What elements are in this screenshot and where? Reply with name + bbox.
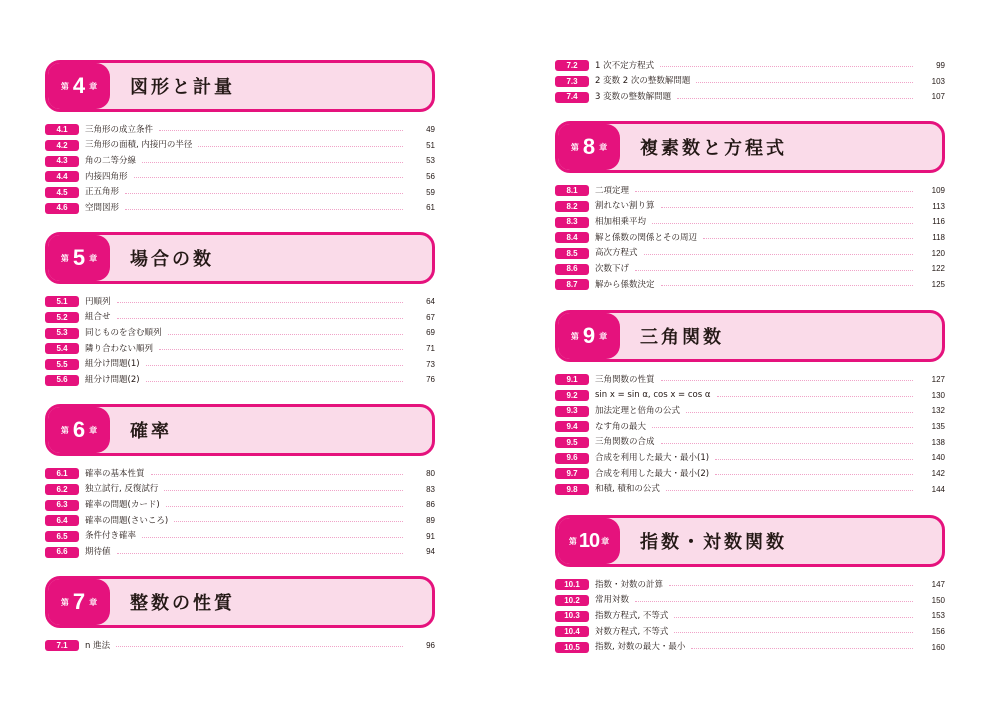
- chapter-prefix: 第: [570, 142, 579, 152]
- section-title: 対数方程式, 不等式: [595, 626, 669, 637]
- section-page-number: 144: [931, 484, 945, 494]
- section-title: 二項定理: [595, 185, 630, 196]
- chapter-badge: [48, 579, 110, 625]
- toc-section-8-3[interactable]: [555, 214, 945, 230]
- dotted-leader: [174, 521, 403, 522]
- dotted-leader: [635, 270, 913, 271]
- dotted-leader: [674, 632, 913, 633]
- dotted-leader: [635, 191, 913, 192]
- toc-section-7-2[interactable]: [555, 58, 945, 74]
- section-title: n 進法: [85, 640, 111, 651]
- section-title: 組分け問題(2): [85, 375, 140, 386]
- chapter-badge: [48, 235, 110, 281]
- section-title: 高次方程式: [595, 248, 638, 259]
- chapter-header-10[interactable]: [555, 515, 945, 567]
- chapter-title: 三角関数: [640, 327, 724, 348]
- dotted-leader: [134, 177, 403, 178]
- toc-section-9-1[interactable]: [555, 372, 945, 388]
- dotted-leader: [652, 223, 913, 224]
- section-page-number: 103: [931, 76, 945, 86]
- chapter-number: 7: [72, 589, 86, 614]
- toc-section-8-2[interactable]: [555, 199, 945, 215]
- section-title: 角の二等分線: [85, 155, 137, 166]
- section-list: [555, 58, 945, 105]
- section-title: 三角関数の性質: [595, 374, 655, 385]
- section-page-number: 76: [426, 375, 435, 385]
- section-title: 2 変数 2 次の整数解問題: [595, 76, 691, 87]
- toc-section-7-3[interactable]: [555, 74, 945, 90]
- section-page-number: 132: [931, 406, 945, 416]
- toc-section-5-6[interactable]: [45, 372, 435, 388]
- dotted-leader: [661, 207, 913, 208]
- dotted-leader: [691, 648, 913, 649]
- dotted-leader: [644, 254, 913, 255]
- dotted-leader: [117, 302, 403, 303]
- section-number-badge: 9.4: [555, 421, 589, 432]
- toc-section-10-3[interactable]: [555, 608, 945, 624]
- section-page-number: 125: [931, 279, 945, 289]
- section-page-number: 80: [426, 468, 435, 478]
- section-title: 解と係数の関係とその周辺: [595, 232, 698, 243]
- dotted-leader: [164, 490, 403, 491]
- dotted-leader: [660, 66, 913, 67]
- section-number-badge: 10.3: [555, 611, 589, 622]
- toc-section-4-5[interactable]: [45, 185, 435, 201]
- section-number-badge: 10.5: [555, 642, 589, 653]
- dotted-leader: [652, 427, 913, 428]
- dotted-leader: [717, 396, 914, 397]
- dotted-leader: [146, 381, 403, 382]
- section-title: 合成を利用した最大・最小(1): [595, 453, 710, 464]
- section-title: 組分け問題(1): [85, 359, 140, 370]
- section-page-number: 71: [426, 343, 435, 353]
- toc-section-8-7[interactable]: [555, 277, 945, 293]
- chapter-prefix: 第: [60, 425, 69, 435]
- chapter-title: 場合の数: [130, 249, 214, 270]
- section-page-number: 138: [931, 437, 945, 447]
- dotted-leader: [117, 318, 403, 319]
- section-title: 合成を利用した最大・最小(2): [595, 468, 710, 479]
- section-title: 確率の問題(カード): [85, 499, 160, 510]
- section-title: 指数, 対数の最大・最小: [595, 642, 686, 653]
- toc-section-6-1[interactable]: [45, 466, 435, 482]
- section-number-badge: 9.2: [555, 390, 589, 401]
- section-title: 指数方程式, 不等式: [595, 610, 669, 621]
- chapter-header-7[interactable]: [45, 576, 435, 628]
- toc-section-8-4[interactable]: [555, 230, 945, 246]
- section-page-number: 127: [931, 374, 945, 384]
- section-page-number: 116: [932, 217, 945, 227]
- section-page-number: 142: [931, 468, 945, 478]
- section-page-number: 61: [426, 203, 435, 213]
- section-number-badge: 8.5: [555, 248, 589, 259]
- dotted-leader: [666, 490, 913, 491]
- section-number-badge: 7.1: [45, 640, 79, 651]
- section-page-number: 89: [426, 515, 435, 525]
- section-list: [555, 372, 945, 498]
- section-title: 次数下げ: [595, 264, 630, 275]
- chapter-header-5[interactable]: [45, 232, 435, 284]
- chapter-badge: [558, 518, 620, 564]
- dotted-leader: [146, 365, 403, 366]
- section-list: [45, 466, 435, 560]
- section-number-badge: 4.3: [45, 156, 79, 167]
- section-page-number: 73: [426, 359, 435, 369]
- chapter-header-8[interactable]: [555, 121, 945, 173]
- section-page-number: 53: [426, 156, 435, 166]
- dotted-leader: [159, 349, 403, 350]
- toc-section-9-5[interactable]: [555, 435, 945, 451]
- dotted-leader: [674, 617, 913, 618]
- toc-section-10-1[interactable]: [555, 577, 945, 593]
- section-number-badge: 10.4: [555, 626, 589, 637]
- section-title: 加法定理と倍角の公式: [595, 405, 681, 416]
- section-page-number: 147: [931, 579, 945, 589]
- chapter-title: 図形と計量: [130, 77, 235, 98]
- chapter-number: 4: [72, 73, 86, 98]
- chapter-badge: [48, 407, 110, 453]
- toc-section-6-5[interactable]: [45, 529, 435, 545]
- dotted-leader: [661, 380, 913, 381]
- section-number-badge: 5.6: [45, 375, 79, 386]
- section-number-badge: 4.4: [45, 171, 79, 182]
- toc-section-4-2[interactable]: [45, 138, 435, 154]
- section-title: 確率の基本性質: [85, 468, 145, 479]
- section-title: 内接四角形: [85, 171, 128, 182]
- section-page-number: 91: [426, 531, 435, 541]
- chapter-prefix: 第: [570, 331, 579, 341]
- chapter-title: 整数の性質: [130, 593, 235, 614]
- section-page-number: 113: [932, 201, 945, 211]
- toc-section-8-6[interactable]: [555, 261, 945, 277]
- section-title: 解から係数決定: [595, 279, 655, 290]
- dotted-leader: [151, 474, 403, 475]
- chapter-number: 8: [582, 134, 596, 159]
- section-number-badge: 5.4: [45, 343, 79, 354]
- section-number-badge: 10.1: [555, 579, 589, 590]
- chapter-number: 6: [72, 417, 86, 442]
- section-title: 常用対数: [595, 595, 630, 606]
- section-page-number: 130: [931, 390, 945, 400]
- section-page-number: 51: [426, 140, 435, 150]
- section-number-badge: 8.7: [555, 279, 589, 290]
- chapter-suffix: 章: [599, 331, 608, 341]
- dotted-leader: [159, 130, 403, 131]
- section-list: [555, 183, 945, 293]
- section-title: 同じものを含む順列: [85, 327, 162, 338]
- dotted-leader: [715, 474, 913, 475]
- toc-section-7-1[interactable]: [45, 638, 435, 654]
- toc-section-9-4[interactable]: [555, 419, 945, 435]
- chapter-header-4[interactable]: [45, 60, 435, 112]
- section-number-badge: 6.3: [45, 500, 79, 511]
- section-page-number: 56: [426, 171, 435, 181]
- toc-section-5-1[interactable]: [45, 294, 435, 310]
- section-page-number: 109: [931, 185, 945, 195]
- section-page-number: 67: [426, 312, 435, 322]
- section-list: [45, 122, 435, 216]
- section-number-badge: 4.5: [45, 187, 79, 198]
- section-number-badge: 8.4: [555, 232, 589, 243]
- section-title: sin x = sin α, cos x = cos α: [595, 390, 711, 401]
- section-number-badge: 5.5: [45, 359, 79, 370]
- section-page-number: 64: [426, 296, 435, 306]
- section-number-badge: 9.8: [555, 484, 589, 495]
- section-title: 正五角形: [85, 187, 120, 198]
- toc-section-6-2[interactable]: [45, 482, 435, 498]
- section-title: 3 変数の整数解問題: [595, 91, 672, 102]
- toc-section-8-5[interactable]: [555, 246, 945, 262]
- dotted-leader: [686, 412, 913, 413]
- section-number-badge: 5.1: [45, 296, 79, 307]
- dotted-leader: [166, 506, 403, 507]
- dotted-leader: [198, 146, 403, 147]
- section-number-badge: 8.3: [555, 217, 589, 228]
- section-page-number: 118: [932, 232, 945, 242]
- toc-section-10-4[interactable]: [555, 624, 945, 640]
- dotted-leader: [635, 601, 913, 602]
- section-number-badge: 8.2: [555, 201, 589, 212]
- dotted-leader: [142, 537, 403, 538]
- chapter-suffix: 章: [89, 81, 98, 91]
- dotted-leader: [142, 162, 403, 163]
- section-title: 確率の問題(さいころ): [85, 515, 169, 526]
- dotted-leader: [677, 98, 913, 99]
- chapter-header-6[interactable]: [45, 404, 435, 456]
- section-list: [45, 294, 435, 388]
- toc-section-5-3[interactable]: [45, 325, 435, 341]
- toc-section-9-6[interactable]: [555, 450, 945, 466]
- section-page-number: 59: [426, 187, 435, 197]
- section-number-badge: 5.2: [45, 312, 79, 323]
- section-number-badge: 9.6: [555, 453, 589, 464]
- section-title: 和積, 積和の公式: [595, 484, 660, 495]
- section-number-badge: 9.3: [555, 406, 589, 417]
- chapter-header-9[interactable]: [555, 310, 945, 362]
- toc-section-9-8[interactable]: [555, 482, 945, 498]
- dotted-leader: [715, 459, 913, 460]
- toc-section-6-3[interactable]: [45, 497, 435, 513]
- section-number-badge: 9.5: [555, 437, 589, 448]
- section-number-badge: 6.1: [45, 468, 79, 479]
- section-number-badge: 6.4: [45, 515, 79, 526]
- section-title: 独立試行, 反復試行: [85, 484, 159, 495]
- section-page-number: 160: [931, 642, 945, 652]
- section-number-badge: 8.6: [555, 264, 589, 275]
- toc-section-9-2[interactable]: [555, 388, 945, 404]
- toc-section-4-4[interactable]: [45, 169, 435, 185]
- section-page-number: 86: [426, 500, 435, 510]
- dotted-leader: [696, 82, 913, 83]
- section-list: [45, 638, 435, 654]
- chapter-suffix: 章: [599, 142, 608, 152]
- section-title: 期待値: [85, 547, 111, 558]
- chapter-number: 5: [72, 245, 86, 270]
- section-title: 三角形の成立条件: [85, 124, 154, 135]
- section-page-number: 120: [931, 248, 945, 258]
- section-page-number: 140: [931, 453, 945, 463]
- section-page-number: 135: [931, 421, 945, 431]
- dotted-leader: [125, 209, 403, 210]
- section-page-number: 150: [931, 595, 945, 605]
- chapter-suffix: 章: [89, 597, 98, 607]
- section-number-badge: 7.4: [555, 92, 589, 103]
- section-page-number: 156: [931, 626, 945, 636]
- section-page-number: 96: [426, 640, 435, 650]
- toc-section-5-5[interactable]: [45, 357, 435, 373]
- toc-section-9-3[interactable]: [555, 403, 945, 419]
- section-title: なす角の最大: [595, 421, 647, 432]
- chapter-number: 9: [582, 323, 596, 348]
- section-number-badge: 5.3: [45, 328, 79, 339]
- chapter-title: 複素数と方程式: [640, 138, 787, 159]
- section-page-number: 153: [931, 611, 945, 621]
- section-title: 割れない割り算: [595, 201, 655, 212]
- chapter-title: 指数・対数関数: [640, 532, 787, 553]
- toc-section-5-2[interactable]: [45, 310, 435, 326]
- chapter-suffix: 章: [601, 536, 610, 546]
- dotted-leader: [117, 553, 403, 554]
- chapter-suffix: 章: [89, 253, 98, 263]
- section-title: 組合せ: [85, 312, 111, 323]
- section-list: [555, 577, 945, 655]
- toc-section-6-6[interactable]: [45, 544, 435, 560]
- section-title: 空間図形: [85, 203, 120, 214]
- section-title: 三角形の面積, 内接円の半径: [85, 140, 193, 151]
- dotted-leader: [168, 334, 403, 335]
- chapter-prefix: 第: [60, 81, 69, 91]
- section-number-badge: 9.1: [555, 374, 589, 385]
- section-page-number: 107: [931, 92, 945, 102]
- dotted-leader: [116, 646, 403, 647]
- toc-section-4-6[interactable]: [45, 200, 435, 216]
- section-number-badge: 9.7: [555, 468, 589, 479]
- toc-section-7-4[interactable]: [555, 89, 945, 105]
- section-number-badge: 4.2: [45, 140, 79, 151]
- section-page-number: 122: [931, 264, 945, 274]
- dotted-leader: [661, 285, 913, 286]
- chapter-badge: [558, 313, 620, 359]
- section-title: 隣り合わない順列: [85, 343, 154, 354]
- chapter-suffix: 章: [89, 425, 98, 435]
- section-number-badge: 7.3: [555, 76, 589, 87]
- toc-section-9-7[interactable]: [555, 466, 945, 482]
- section-title: 条件付き確率: [85, 531, 137, 542]
- section-page-number: 83: [426, 484, 435, 494]
- section-number-badge: 8.1: [555, 185, 589, 196]
- section-title: 指数・対数の計算: [595, 579, 664, 590]
- section-page-number: 99: [936, 60, 945, 70]
- chapter-prefix: 第: [60, 253, 69, 263]
- chapter-badge: [48, 63, 110, 109]
- toc-section-4-3[interactable]: [45, 153, 435, 169]
- section-number-badge: 7.2: [555, 60, 589, 71]
- toc-section-8-1[interactable]: [555, 183, 945, 199]
- section-title: 円順列: [85, 296, 111, 307]
- section-number-badge: 6.2: [45, 484, 79, 495]
- section-number-badge: 6.5: [45, 531, 79, 542]
- section-number-badge: 10.2: [555, 595, 589, 606]
- section-title: 1 次不定方程式: [595, 60, 655, 71]
- chapter-prefix: 第: [568, 536, 577, 546]
- toc-section-10-5[interactable]: [555, 640, 945, 656]
- section-page-number: 94: [426, 547, 435, 557]
- section-number-badge: 6.6: [45, 547, 79, 558]
- toc-section-4-1[interactable]: [45, 122, 435, 138]
- dotted-leader: [125, 193, 403, 194]
- section-page-number: 69: [426, 328, 435, 338]
- dotted-leader: [661, 443, 913, 444]
- chapter-prefix: 第: [60, 597, 69, 607]
- section-page-number: 49: [426, 124, 435, 134]
- chapter-title: 確率: [130, 421, 172, 442]
- section-title: 三角関数の合成: [595, 437, 655, 448]
- chapter-number: 10: [578, 529, 600, 552]
- section-number-badge: 4.6: [45, 203, 79, 214]
- toc-section-6-4[interactable]: [45, 513, 435, 529]
- chapter-badge: [558, 124, 620, 170]
- dotted-leader: [703, 238, 913, 239]
- dotted-leader: [669, 585, 913, 586]
- section-number-badge: 4.1: [45, 124, 79, 135]
- toc-section-10-2[interactable]: [555, 593, 945, 609]
- section-title: 相加相乗平均: [595, 216, 647, 227]
- toc-section-5-4[interactable]: [45, 341, 435, 357]
